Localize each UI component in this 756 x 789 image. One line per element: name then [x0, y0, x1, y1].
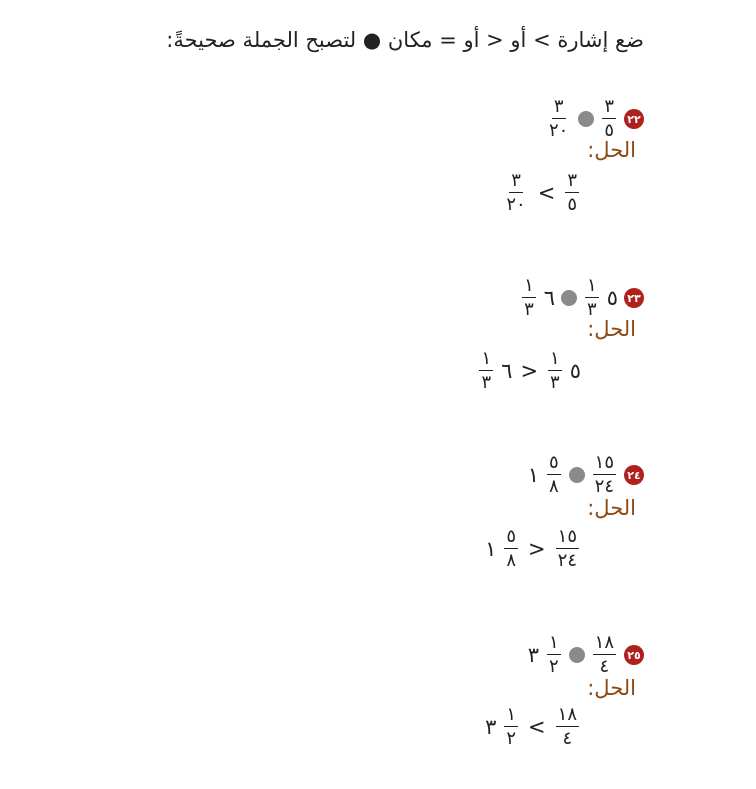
- left-fraction: [602, 98, 616, 140]
- answer-23: [477, 350, 581, 392]
- answer-operator: >: [537, 181, 556, 205]
- denominator: ٣: [524, 299, 534, 320]
- problem-number-badge: ٢٢: [624, 109, 644, 129]
- left-fraction: [585, 277, 599, 319]
- whole-number: ١: [527, 463, 539, 487]
- whole-number: ٦: [543, 286, 556, 310]
- numerator: ٥: [548, 452, 559, 473]
- denominator: ٨: [506, 550, 517, 571]
- left-fraction: [556, 528, 579, 570]
- comparison-dot-icon: [569, 467, 585, 483]
- comparison-dot-icon: [561, 290, 577, 306]
- numerator: ١: [587, 275, 597, 296]
- right-fraction: [504, 528, 518, 570]
- numerator: ٣: [604, 96, 614, 117]
- denominator: ٢٠: [506, 194, 526, 215]
- answer-operator: <: [520, 359, 539, 383]
- answer-operator: >: [528, 715, 546, 739]
- right-fraction: [479, 350, 493, 392]
- right-fraction: [522, 277, 536, 319]
- comparison-dot-icon: [578, 111, 594, 127]
- numerator: ١: [524, 275, 534, 296]
- whole-number: ١: [485, 537, 497, 561]
- numerator: ١٨: [557, 704, 577, 725]
- numerator: ٣: [567, 170, 577, 191]
- instruction-text: ضع إشارة > أو < أو = مكان ● لتصبح الجملة صحيحةً:: [166, 28, 644, 52]
- denominator: ٣: [481, 372, 492, 393]
- numerator: ١: [506, 704, 517, 725]
- denominator: ٢٤: [557, 550, 577, 571]
- numerator: ١٥: [557, 526, 577, 547]
- numerator: ١: [550, 348, 560, 369]
- problem-number-badge: ٢٥: [624, 645, 644, 665]
- right-fraction: [504, 706, 518, 748]
- problem-number-badge: ٢٤: [624, 465, 644, 485]
- right-fraction: [504, 172, 527, 214]
- problem-24: [528, 454, 644, 496]
- whole-number: ٣: [485, 715, 497, 739]
- problem-number-badge: ٢٣: [624, 288, 644, 308]
- solution-label: الحل:: [587, 317, 636, 341]
- answer-24: [485, 528, 581, 570]
- right-fraction: [547, 98, 570, 140]
- answer-22: [502, 172, 581, 214]
- solution-label: الحل:: [587, 496, 636, 520]
- numerator: ١٨: [594, 632, 614, 653]
- numerator: ١٥: [594, 452, 614, 473]
- problem-25: [528, 634, 644, 676]
- problem-22: [545, 98, 644, 140]
- denominator: ٣: [550, 372, 560, 393]
- whole-number: ٥: [606, 286, 618, 310]
- whole-number: ٥: [569, 359, 581, 383]
- denominator: ٢: [548, 656, 559, 677]
- left-fraction: [593, 454, 616, 496]
- problem-23: [520, 277, 644, 319]
- left-fraction: [548, 350, 562, 392]
- denominator: ٥: [567, 194, 577, 215]
- numerator: ١: [481, 348, 492, 369]
- denominator: ٨: [548, 476, 559, 497]
- denominator: ٤: [562, 728, 573, 749]
- right-fraction: [547, 634, 561, 676]
- answer-operator: <: [528, 537, 546, 561]
- denominator: ٢: [506, 728, 517, 749]
- left-fraction: [593, 634, 616, 676]
- answer-25: [485, 706, 581, 748]
- denominator: ٤: [599, 656, 610, 677]
- left-fraction: [565, 172, 579, 214]
- numerator: ٣: [511, 170, 521, 191]
- denominator: ٢٤: [594, 476, 614, 497]
- left-fraction: [556, 706, 579, 748]
- comparison-dot-icon: [569, 647, 585, 663]
- numerator: ٥: [506, 526, 517, 547]
- solution-label: الحل:: [587, 676, 636, 700]
- numerator: ١: [548, 632, 559, 653]
- numerator: ٣: [553, 96, 564, 117]
- right-fraction: [547, 454, 561, 496]
- denominator: ٣: [587, 299, 597, 320]
- denominator: ٢٠: [548, 120, 569, 141]
- denominator: ٥: [604, 120, 614, 141]
- solution-label: الحل:: [587, 138, 636, 162]
- whole-number: ٣: [527, 643, 539, 667]
- whole-number: ٦: [501, 359, 513, 383]
